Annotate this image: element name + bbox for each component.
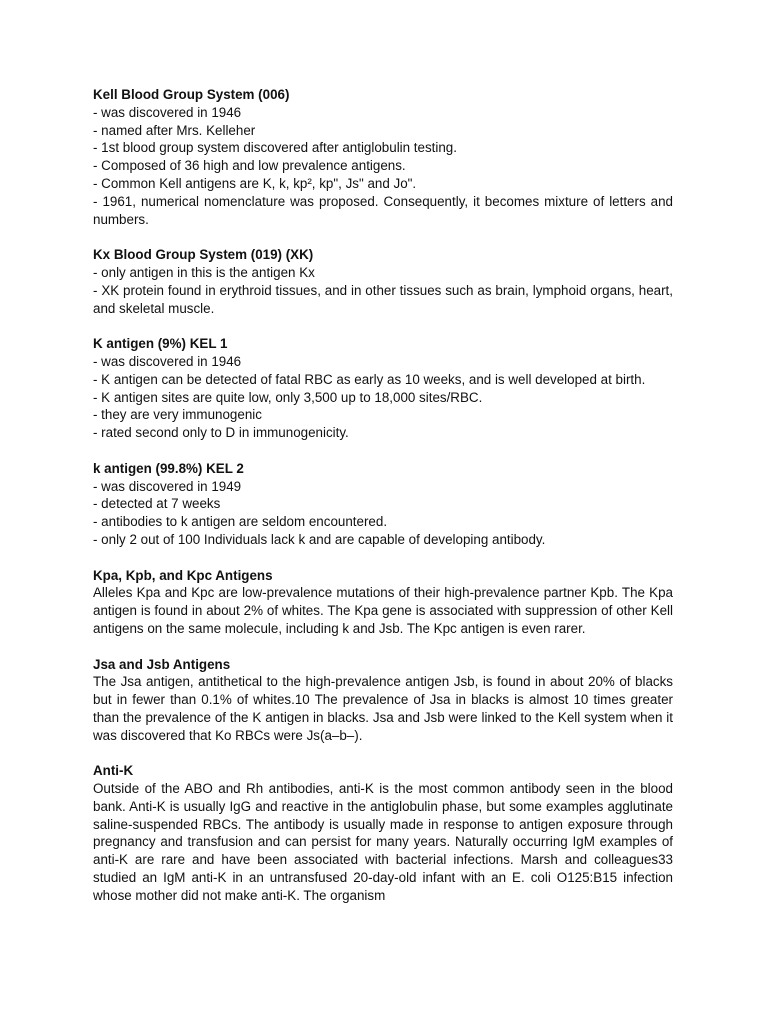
list-item: - Composed of 36 high and low prevalence antigens. <box>93 158 406 174</box>
list-item: - 1961, numerical nomenclature was proposed. Consequently, it becomes mixture of letters and numbers. <box>93 193 673 227</box>
document-page <box>93 86 673 922</box>
section-k-antigen <box>93 335 673 442</box>
section-kp-antigens <box>93 567 673 638</box>
list-item: - they are very immunogenic <box>93 407 262 423</box>
list-item: - only antigen in this is the antigen Kx <box>93 264 315 280</box>
section-heading: Anti-K <box>93 763 134 779</box>
list-item: - K antigen sites are quite low, only 3,500 up to 18,000 sites/RBC. <box>93 389 483 405</box>
list-item: - 1st blood group system discovered after antiglobulin testing. <box>93 140 457 156</box>
list-item: - was discovered in 1946 <box>93 104 242 120</box>
list-item: - rated second only to D in immunogenicity. <box>93 425 349 441</box>
section-anti-k <box>93 762 673 904</box>
section-heading: Kell Blood Group System (006) <box>93 87 290 102</box>
list-item: - was discovered in 1949 <box>93 478 242 494</box>
list-item: - antibodies to k antigen are seldom encountered. <box>93 514 388 530</box>
section-kell-system <box>93 86 673 228</box>
list-item: - Common Kell antigens are K, k, kp², kp", Js" and Jo". <box>93 175 417 191</box>
list-item: - K antigen can be detected of fatal RBC as early as 10 weeks, and is well developed at birth. <box>93 371 646 387</box>
section-heading: Kx Blood Group System (019) (XK) <box>93 247 314 263</box>
list-item: - was discovered in 1946 <box>93 353 242 369</box>
section-small-k-antigen <box>93 460 673 549</box>
section-heading: k antigen (99.8%) KEL 2 <box>93 460 244 476</box>
section-heading: Jsa and Jsb Antigens <box>93 656 231 672</box>
paragraph: The Jsa antigen, antithetical to the high-prevalence antigen Jsb, is found in about 20% of blacks but in fewer than 0.1% of whites.10 The prevalence of Jsa in blacks is almost 10 times greater than the prevalence of the K antigen in blacks. Jsa and Jsb were linked to the Kell system when it was discovered that Ko RBCs were Js(a–b–). <box>93 674 673 743</box>
list-item: - only 2 out of 100 Individuals lack k and are capable of developing antibody. <box>93 531 546 547</box>
section-js-antigens <box>93 656 673 745</box>
section-kx-system <box>93 246 673 317</box>
section-heading: K antigen (9%) KEL 1 <box>93 336 228 352</box>
section-heading: Kpa, Kpb, and Kpc Antigens <box>93 567 273 583</box>
list-item: - named after Mrs. Kelleher <box>93 122 256 138</box>
list-item: - detected at 7 weeks <box>93 496 221 512</box>
paragraph: Outside of the ABO and Rh antibodies, anti-K is the most common antibody seen in the blood bank. Anti-K is usually IgG and reactive in the antiglobulin phase, but some examples agglutinate saline-suspended RBCs. The antibody is usually made in response to antigen exposure through pregnancy and transfusion and can persist for many years. Naturally occurring IgM examples of anti-K are rare and have been associated with bacterial infections. Marsh and colleagues33 studied an IgM anti-K in an untransfused 20-day-old infant with an E. coli O125:B15 infection whose mother did not make anti-K. The organism <box>93 781 673 903</box>
list-item: - XK protein found in erythroid tissues, and in other tissues such as brain, lymphoid organs, heart, and skeletal muscle. <box>93 282 673 316</box>
paragraph: Alleles Kpa and Kpc are low-prevalence mutations of their high-prevalence partner Kpb. The Kpa antigen is found in about 2% of whites. The Kpa gene is associated with suppression of other Kell antigens on the same molecule, including k and Jsb. The Kpc antigen is even rarer. <box>93 585 673 636</box>
